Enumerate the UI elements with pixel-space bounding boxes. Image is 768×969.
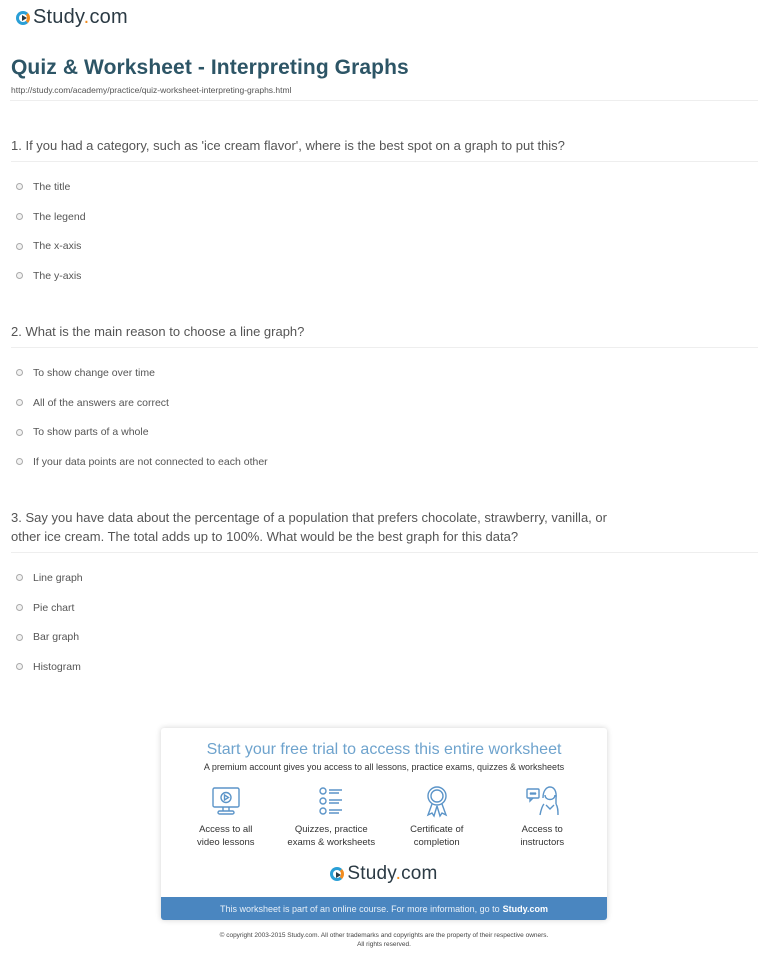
play-logo-icon <box>330 867 344 881</box>
copyright-footer: © copyright 2003-2015 Study.com. All other trademarks and copyrights are the property of their respective owners. All rights reserved. <box>219 932 549 948</box>
promo-title[interactable]: Start your free trial to access this entire worksheet <box>206 741 562 758</box>
question-2 <box>11 322 758 477</box>
instructor-chat-icon <box>525 784 559 818</box>
radio-button[interactable] <box>16 458 23 465</box>
video-lesson-icon <box>209 784 243 818</box>
answer-option[interactable] <box>11 563 618 593</box>
feature-label: Access to instructors <box>520 824 565 848</box>
answer-option[interactable] <box>11 417 758 447</box>
feature-certificate <box>387 784 487 849</box>
option-label: Pie chart <box>33 601 75 614</box>
radio-button[interactable] <box>16 429 23 436</box>
free-trial-promo[interactable] <box>161 728 607 920</box>
answer-option[interactable] <box>11 231 758 261</box>
answer-option[interactable] <box>11 388 758 418</box>
question-3 <box>11 508 618 682</box>
option-label: All of the answers are correct <box>33 396 169 409</box>
radio-button[interactable] <box>16 399 23 406</box>
page-title: Quiz & Worksheet - Interpreting Graphs <box>11 56 409 79</box>
feature-label: Access to all video lessons <box>196 824 255 848</box>
promo-logo: Study.com <box>161 863 607 885</box>
answer-options <box>11 172 758 291</box>
feature-quizzes <box>281 784 381 849</box>
option-label: Histogram <box>33 660 81 673</box>
radio-button[interactable] <box>16 574 23 581</box>
option-label: The x-axis <box>33 240 82 253</box>
answer-option[interactable] <box>11 172 758 202</box>
study-link[interactable]: Study.com <box>502 903 548 914</box>
feature-label: Quizzes, practice exams & worksheets <box>287 824 376 848</box>
radio-button[interactable] <box>16 663 23 670</box>
question-text: 1. If you had a category, such as 'ice cream flavor', where is the best spot on a graph to put this? <box>11 136 758 162</box>
banner-text: This worksheet is part of an online course. For more information, go to <box>220 903 500 914</box>
logo-text: Study.com <box>33 6 128 28</box>
answer-option[interactable] <box>11 652 618 682</box>
certificate-ribbon-icon <box>420 784 454 818</box>
answer-option[interactable] <box>11 447 758 477</box>
feature-list <box>161 784 607 849</box>
divider <box>10 100 758 101</box>
radio-button[interactable] <box>16 604 23 611</box>
option-label: Line graph <box>33 571 83 584</box>
answer-options <box>11 563 618 682</box>
study-logo[interactable] <box>16 6 128 29</box>
radio-button[interactable] <box>16 634 23 641</box>
promo-subtitle: A premium account gives you access to all lessons, practice exams, quizzes & worksheets <box>203 762 565 772</box>
answer-option[interactable] <box>11 622 618 652</box>
feature-instructors <box>492 784 592 849</box>
course-info-banner <box>161 897 607 920</box>
question-text: 2. What is the main reason to choose a line graph? <box>11 322 758 348</box>
page-url: http://study.com/academy/practice/quiz-worksheet-interpreting-graphs.html <box>11 85 292 95</box>
answer-option[interactable] <box>11 593 618 623</box>
feature-label: Certificate of completion <box>410 824 464 848</box>
radio-button[interactable] <box>16 183 23 190</box>
radio-button[interactable] <box>16 243 23 250</box>
option-label: If your data points are not connected to each other <box>33 455 268 468</box>
quiz-list-icon <box>314 784 348 818</box>
question-1 <box>11 136 758 291</box>
radio-button[interactable] <box>16 272 23 279</box>
question-text: 3. Say you have data about the percentage of a population that prefers chocolate, strawberry, vanilla, or other ice cream. The total adds up to 100%. What would be the best graph for this data? <box>11 508 758 553</box>
answer-option[interactable] <box>11 358 758 388</box>
option-label: To show change over time <box>33 366 155 379</box>
answer-option[interactable] <box>11 261 758 291</box>
option-label: The legend <box>33 210 86 223</box>
feature-video-lessons <box>176 784 276 849</box>
option-label: The title <box>33 180 71 193</box>
answer-option[interactable] <box>11 202 758 232</box>
radio-button[interactable] <box>16 369 23 376</box>
play-logo-icon <box>16 11 30 25</box>
option-label: To show parts of a whole <box>33 426 149 439</box>
option-label: The y-axis <box>33 269 82 282</box>
radio-button[interactable] <box>16 213 23 220</box>
option-label: Bar graph <box>33 631 80 644</box>
answer-options <box>11 358 758 477</box>
